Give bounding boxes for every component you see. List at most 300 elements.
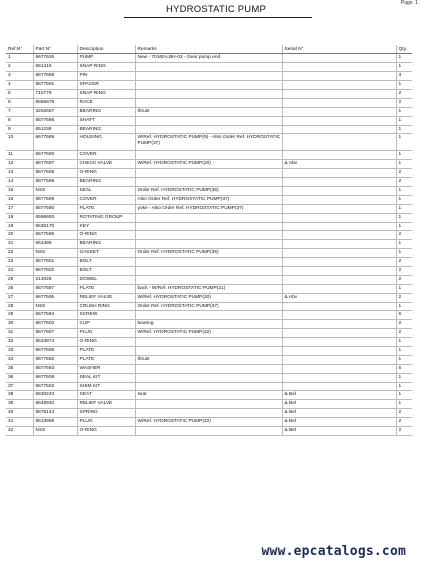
cell-ref: 37	[6, 382, 33, 391]
page-number-value: 1	[415, 0, 418, 6]
cell-description: COVER	[77, 195, 135, 204]
cell-ref: 10	[6, 134, 33, 151]
cell-description: PLATE	[77, 284, 135, 293]
table-row	[6, 54, 412, 63]
cell-serial	[282, 347, 396, 356]
cell-part-number: 6677593	[33, 364, 77, 373]
cell-remarks	[135, 347, 282, 356]
table-row	[6, 258, 412, 267]
cell-qty: 1	[396, 338, 412, 347]
cell-description: SNAP RING	[77, 89, 135, 98]
cell-qty: 1	[396, 186, 412, 195]
cell-serial	[282, 134, 396, 151]
cell-remarks	[135, 116, 282, 125]
table-row	[6, 231, 412, 240]
cell-serial	[282, 72, 396, 81]
cell-remarks	[135, 427, 282, 436]
table-row	[6, 213, 412, 222]
cell-qty: 2	[396, 409, 412, 418]
table-row	[6, 409, 412, 418]
cell-remarks	[135, 231, 282, 240]
cell-ref: 40	[6, 409, 33, 418]
header-qty: Qty.	[396, 45, 412, 54]
cell-part-number: 3292657	[33, 107, 77, 116]
cell-serial	[282, 320, 396, 329]
cell-qty: 2	[396, 231, 412, 240]
cell-description: SPRING	[77, 409, 135, 418]
cell-ref: 38	[6, 391, 33, 400]
cell-description: SHIM KIT	[77, 382, 135, 391]
cell-part-number: 6677607	[33, 329, 77, 338]
header-serial: Serial N°	[282, 45, 396, 54]
table-row	[6, 338, 412, 347]
cell-part-number: 651238	[33, 125, 77, 134]
table-row	[6, 311, 412, 320]
cell-ref: 24	[6, 266, 33, 275]
cell-qty: 1	[396, 107, 412, 116]
cell-part-number: 6513998	[33, 418, 77, 427]
cell-part-number: 6677603	[33, 320, 77, 329]
table-row	[6, 373, 412, 382]
cell-description: O-RING	[77, 231, 135, 240]
table-row	[6, 195, 412, 204]
cell-ref: 14	[6, 178, 33, 187]
cell-part-number: 6598693	[33, 213, 77, 222]
cell-description: BEARING	[77, 107, 135, 116]
cell-qty: 2	[396, 178, 412, 187]
cell-qty: 1	[396, 81, 412, 90]
cell-description: PLATE	[77, 347, 135, 356]
cell-remarks	[135, 125, 282, 134]
cell-part-number: NSS	[33, 186, 77, 195]
cell-remarks: bearing	[135, 320, 282, 329]
cell-ref: 9	[6, 125, 33, 134]
cell-qty: 1	[396, 400, 412, 409]
cell-part-number: 6677588	[33, 72, 77, 81]
cell-remarks: Order Ref. HYDROSTATIC PUMP(37)	[135, 302, 282, 311]
cell-ref: 18	[6, 213, 33, 222]
header-part: Part N°	[33, 45, 77, 54]
cell-remarks: W/Ref. HYDROSTATIC PUMP(20)	[135, 160, 282, 169]
cell-part-number: 6634874	[33, 338, 77, 347]
cell-qty: 1	[396, 151, 412, 160]
cell-qty: 1	[396, 54, 412, 63]
cell-part-number: 6677595	[33, 293, 77, 302]
cell-serial	[282, 178, 396, 187]
table-body	[6, 54, 412, 436]
cell-ref: 22	[6, 249, 33, 258]
cell-ref: 6	[6, 98, 33, 107]
page-title: HYDROSTATIC PUMP	[166, 4, 266, 15]
table-row	[6, 275, 412, 284]
cell-part-number: 6677591	[33, 81, 77, 90]
cell-remarks: seat	[135, 391, 282, 400]
cell-remarks	[135, 373, 282, 382]
cell-remarks	[135, 63, 282, 72]
cell-description: RELIEF VALVE	[77, 293, 135, 302]
cell-qty: 2	[396, 258, 412, 267]
cell-qty: 1	[396, 63, 412, 72]
cell-remarks: thrust	[135, 355, 282, 364]
cell-qty: 1	[396, 355, 412, 364]
cell-ref: 7	[6, 107, 33, 116]
cell-part-number: 6677598	[33, 178, 77, 187]
cell-qty: 1	[396, 195, 412, 204]
cell-description: O-RING	[77, 338, 135, 347]
cell-serial: & Bel	[282, 400, 396, 409]
cell-remarks: W/Ref. HYDROSTATIC PUMP(42)	[135, 418, 282, 427]
cell-remarks	[135, 169, 282, 178]
table-row	[6, 284, 412, 293]
cell-part-number: 6677586	[33, 116, 77, 125]
cell-serial: & Abv	[282, 293, 396, 302]
cell-serial: & Bel	[282, 391, 396, 400]
cell-part-number: 6648940	[33, 400, 77, 409]
table-row	[6, 169, 412, 178]
cell-description: SCREW	[77, 311, 135, 320]
cell-ref: 31	[6, 329, 33, 338]
cell-description: SNAP RING	[77, 63, 135, 72]
table-row	[6, 63, 412, 72]
table-row	[6, 222, 412, 231]
table-row	[6, 204, 412, 213]
cell-ref: 35	[6, 364, 33, 373]
cell-description: PLUG	[77, 329, 135, 338]
cell-serial	[282, 81, 396, 90]
cell-part-number: 654386	[33, 240, 77, 249]
cell-remarks	[135, 311, 282, 320]
table-row	[6, 347, 412, 356]
cell-serial	[282, 169, 396, 178]
cell-serial	[282, 240, 396, 249]
table-row	[6, 293, 412, 302]
cell-part-number: 710776	[33, 89, 77, 98]
cell-description: RACE	[77, 98, 135, 107]
cell-part-number: NSS	[33, 249, 77, 258]
cell-qty: 6	[396, 364, 412, 373]
cell-serial: & Abv	[282, 160, 396, 169]
cell-remarks	[135, 81, 282, 90]
cell-remarks	[135, 364, 282, 373]
cell-description: O-RING	[77, 169, 135, 178]
cell-part-number: 6677608	[33, 373, 77, 382]
cell-qty: 2	[396, 427, 412, 436]
cell-ref: 26	[6, 284, 33, 293]
cell-qty: 2	[396, 329, 412, 338]
table-row	[6, 329, 412, 338]
cell-part-number: 6677589	[33, 134, 77, 151]
cell-ref: 29	[6, 311, 33, 320]
header-remarks: Remarks	[135, 45, 282, 54]
cell-serial: & Bel	[282, 427, 396, 436]
cell-part-number: 6630170	[33, 222, 77, 231]
cell-ref: 3	[6, 72, 33, 81]
cell-description: PLUG	[77, 418, 135, 427]
cell-description: CRUSH RING	[77, 302, 135, 311]
cell-serial	[282, 213, 396, 222]
cell-serial	[282, 63, 396, 72]
table-row	[6, 186, 412, 195]
cell-serial	[282, 249, 396, 258]
cell-description: DOWEL	[77, 275, 135, 284]
table-row	[6, 178, 412, 187]
cell-description: RELIEF VALVE	[77, 400, 135, 409]
cell-serial	[282, 204, 396, 213]
table-row	[6, 266, 412, 275]
cell-remarks: back - W/Ref. HYDROSTATIC PUMP(21)	[135, 284, 282, 293]
cell-description: SEAT	[77, 391, 135, 400]
cell-qty: 2	[396, 320, 412, 329]
cell-part-number: 6677597	[33, 160, 77, 169]
cell-remarks	[135, 258, 282, 267]
cell-qty: 1	[396, 347, 412, 356]
cell-ref: 2	[6, 63, 33, 72]
cell-ref: 33	[6, 347, 33, 356]
cell-serial	[282, 116, 396, 125]
cell-qty: 1	[396, 284, 412, 293]
cell-description: KEY	[77, 222, 135, 231]
cell-remarks	[135, 213, 282, 222]
cell-description: GASKET	[77, 249, 135, 258]
title-underline	[124, 17, 312, 18]
cell-ref: 13	[6, 169, 33, 178]
cell-part-number: 6677606	[33, 347, 77, 356]
cell-serial	[282, 355, 396, 364]
cell-ref: 41	[6, 418, 33, 427]
cell-ref: 28	[6, 302, 33, 311]
cell-serial	[282, 338, 396, 347]
cell-part-number: 661415	[33, 63, 77, 72]
cell-ref: 36	[6, 373, 33, 382]
cell-remarks	[135, 178, 282, 187]
cell-remarks: New - 70160-LBH-03 - Gear pump end	[135, 54, 282, 63]
cell-qty: 2	[396, 275, 412, 284]
cell-description: CUP	[77, 320, 135, 329]
cell-part-number: 6677587	[33, 284, 77, 293]
cell-qty: 1	[396, 160, 412, 169]
cell-serial	[282, 373, 396, 382]
cell-ref: 4	[6, 81, 33, 90]
cell-qty: 1	[396, 391, 412, 400]
cell-description: BEARING	[77, 240, 135, 249]
table-row	[6, 302, 412, 311]
table-row	[6, 116, 412, 125]
cell-serial	[282, 186, 396, 195]
cell-qty: 1	[396, 373, 412, 382]
cell-qty: 2	[396, 418, 412, 427]
cell-description: BOLT	[77, 258, 135, 267]
cell-remarks: yoke - Also Order Ref. HYDROSTATIC PUMP(37)	[135, 204, 282, 213]
cell-remarks	[135, 409, 282, 418]
cell-description: PUMP	[77, 54, 135, 63]
cell-serial	[282, 302, 396, 311]
cell-remarks	[135, 89, 282, 98]
cell-qty: 1	[396, 382, 412, 391]
cell-remarks: Order Ref. HYDROSTATIC PUMP(36)	[135, 186, 282, 195]
cell-serial	[282, 125, 396, 134]
cell-ref: 27	[6, 293, 33, 302]
cell-remarks: W/Ref. HYDROSTATIC PUMP(32)	[135, 329, 282, 338]
cell-description: PIN	[77, 72, 135, 81]
table-row	[6, 249, 412, 258]
cell-qty: 3	[396, 72, 412, 81]
table-row	[6, 81, 412, 90]
cell-remarks	[135, 275, 282, 284]
table-row	[6, 107, 412, 116]
parts-table	[6, 45, 412, 436]
header-ref: Ref.N°	[6, 45, 33, 54]
cell-ref: 5	[6, 89, 33, 98]
cell-part-number: 214028	[33, 275, 77, 284]
table-row	[6, 320, 412, 329]
cell-remarks: W/Ref. HYDROSTATIC PUMP(9) - Also Order Ref. HYDROSTATIC PUMP(37)	[135, 134, 282, 151]
cell-ref: 16	[6, 195, 33, 204]
table-row	[6, 125, 412, 134]
cell-ref: 12	[6, 160, 33, 169]
cell-serial: & Bel	[282, 418, 396, 427]
cell-description: BEARING	[77, 125, 135, 134]
cell-serial	[282, 195, 396, 204]
cell-ref: 1	[6, 54, 33, 63]
cell-serial	[282, 284, 396, 293]
cell-remarks	[135, 266, 282, 275]
cell-remarks: Order Ref. HYDROSTATIC PUMP(36)	[135, 249, 282, 258]
cell-description: WASHER	[77, 364, 135, 373]
cell-serial	[282, 266, 396, 275]
cell-remarks	[135, 98, 282, 107]
cell-serial	[282, 311, 396, 320]
table-row	[6, 89, 412, 98]
cell-qty: 1	[396, 204, 412, 213]
cell-part-number: 6677626	[33, 54, 77, 63]
cell-serial	[282, 275, 396, 284]
table-row	[6, 391, 412, 400]
cell-description: CHECK VALVE	[77, 160, 135, 169]
cell-part-number: 6677605	[33, 169, 77, 178]
cell-qty: 2	[396, 266, 412, 275]
cell-description: PLATE	[77, 204, 135, 213]
cell-ref: 19	[6, 222, 33, 231]
cell-description: BEARING	[77, 178, 135, 187]
table-row	[6, 382, 412, 391]
table-row	[6, 400, 412, 409]
cell-part-number: 6586678	[33, 98, 77, 107]
cell-ref: 20	[6, 231, 33, 240]
header-description: Description	[77, 45, 135, 54]
cell-serial	[282, 364, 396, 373]
cell-remarks	[135, 400, 282, 409]
cell-qty: 1	[396, 240, 412, 249]
cell-description: PLATE	[77, 355, 135, 364]
cell-description: O-RING	[77, 427, 135, 436]
cell-ref: 8	[6, 116, 33, 125]
cell-part-number: 6677502	[33, 382, 77, 391]
table-row	[6, 160, 412, 169]
cell-remarks: thrust	[135, 107, 282, 116]
cell-qty: 2	[396, 169, 412, 178]
cell-serial	[282, 107, 396, 116]
cell-ref: 23	[6, 258, 33, 267]
table-row	[6, 355, 412, 364]
table-row	[6, 98, 412, 107]
cell-qty: 1	[396, 125, 412, 134]
cell-remarks: Also Order Ref. HYDROSTATIC PUMP(37)	[135, 195, 282, 204]
cell-part-number: 6630243	[33, 391, 77, 400]
cell-part-number: 6677599	[33, 195, 77, 204]
table-header-row	[6, 45, 412, 54]
table-row	[6, 240, 412, 249]
cell-description: SPACER	[77, 81, 135, 90]
cell-description: BOLT	[77, 266, 135, 275]
cell-ref: 21	[6, 240, 33, 249]
cell-remarks	[135, 222, 282, 231]
cell-description: SEAL	[77, 186, 135, 195]
cell-qty: 1	[396, 134, 412, 151]
cell-part-number: 6677590	[33, 204, 77, 213]
cell-serial	[282, 89, 396, 98]
cell-remarks	[135, 338, 282, 347]
page-label: Page:	[400, 0, 414, 6]
cell-remarks	[135, 151, 282, 160]
cell-description: COVER	[77, 151, 135, 160]
cell-serial	[282, 151, 396, 160]
table-row	[6, 134, 412, 151]
cell-part-number: 6677594	[33, 311, 77, 320]
cell-ref: 32	[6, 338, 33, 347]
cell-part-number: 6677592	[33, 355, 77, 364]
cell-serial	[282, 222, 396, 231]
cell-remarks	[135, 240, 282, 249]
cell-qty: 2	[396, 293, 412, 302]
cell-part-number: 6677600	[33, 151, 77, 160]
table-row	[6, 418, 412, 427]
cell-part-number: 6676143	[33, 409, 77, 418]
cell-serial	[282, 258, 396, 267]
cell-qty: 1	[396, 222, 412, 231]
cell-qty: 1	[396, 302, 412, 311]
cell-qty: 1	[396, 249, 412, 258]
cell-ref: 39	[6, 400, 33, 409]
table-row	[6, 364, 412, 373]
cell-serial	[282, 231, 396, 240]
cell-ref: 15	[6, 186, 33, 195]
cell-remarks	[135, 382, 282, 391]
cell-part-number: NSS	[33, 302, 77, 311]
cell-ref: 34	[6, 355, 33, 364]
cell-part-number: 6677602	[33, 266, 77, 275]
cell-part-number: NSS	[33, 427, 77, 436]
table-row	[6, 151, 412, 160]
table-row	[6, 427, 412, 436]
cell-serial	[282, 382, 396, 391]
cell-part-number: 6677601	[33, 258, 77, 267]
cell-qty: 1	[396, 213, 412, 222]
table-row	[6, 72, 412, 81]
cell-serial: & Bel	[282, 409, 396, 418]
cell-description: SHAFT	[77, 116, 135, 125]
cell-ref: 30	[6, 320, 33, 329]
cell-serial	[282, 98, 396, 107]
cell-ref: 17	[6, 204, 33, 213]
cell-description: HOUSING	[77, 134, 135, 151]
cell-ref: 11	[6, 151, 33, 160]
cell-remarks: W/Ref. HYDROSTATIC PUMP(20)	[135, 293, 282, 302]
cell-remarks	[135, 72, 282, 81]
cell-qty: 1	[396, 116, 412, 125]
cell-qty: 6	[396, 311, 412, 320]
cell-part-number: 6677596	[33, 231, 77, 240]
watermark-text: www.epcatalogs.com	[261, 544, 406, 559]
